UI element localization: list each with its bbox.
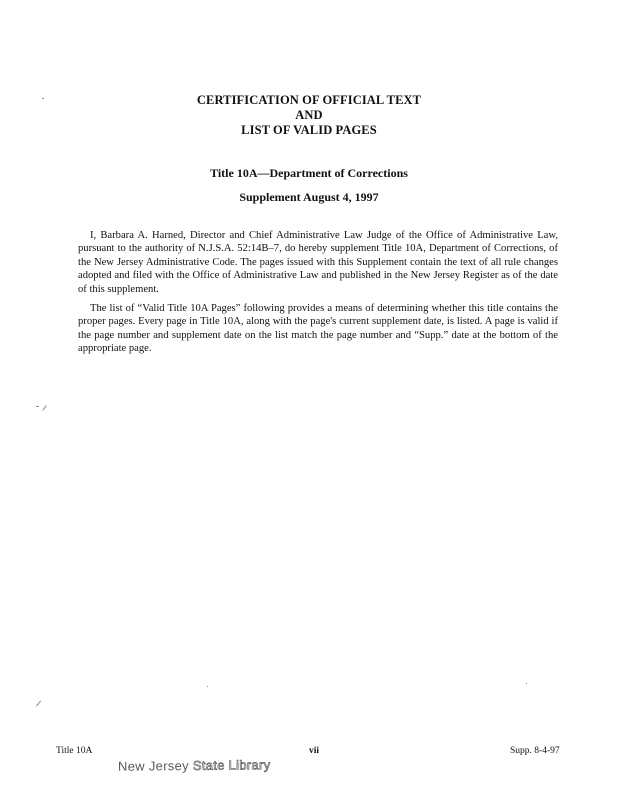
footer-title: Title 10A <box>56 746 93 756</box>
supplement-heading: Supplement August 4, 1997 <box>239 190 379 204</box>
scan-speck <box>526 683 527 684</box>
scan-speck <box>36 700 41 706</box>
valid-pages-paragraph: The list of “Valid Title 10A Pages” following provides a means of determining whether this title contains the proper pages. Every page in Title 10A, along with the page's current supplement date, is listed. A page is valid if the page number and supplement date on the list match the page number and “Supp.” date at the bottom of the appropriate page. <box>78 303 558 355</box>
title-heading: Title 10A—Department of Corrections <box>210 166 408 180</box>
heading-line-2: AND <box>295 108 323 122</box>
certification-paragraph: I, Barbara A. Harned, Director and Chief Administrative Law Judge of the Office of Administrative Law, pursuant to the authority of N.J.S.A. 52:14B–7, do hereby supplement Title 10A, Department of Corrections, of the New Jersey Administrative Code. The pages issued with this Supplement contain the text of all rule changes adopted and filed with the Office of Administrative Law and published in the New Jersey Register as of the date of this supplement. <box>78 230 558 295</box>
footer-page-number: vii <box>309 746 320 756</box>
heading-line-3: LIST OF VALID PAGES <box>241 123 377 137</box>
footer-supplement-date: Supp. 8-4-97 <box>510 746 560 756</box>
library-stamp-part1: New Jersey <box>117 758 190 774</box>
heading-line-1: CERTIFICATION OF OFFICIAL TEXT <box>196 93 422 107</box>
library-stamp <box>118 757 271 774</box>
scan-speck <box>42 98 44 99</box>
scan-speck <box>36 406 39 407</box>
scan-speck <box>42 405 46 410</box>
scan-speck <box>207 686 208 687</box>
library-stamp-part2: State Library <box>192 757 271 774</box>
